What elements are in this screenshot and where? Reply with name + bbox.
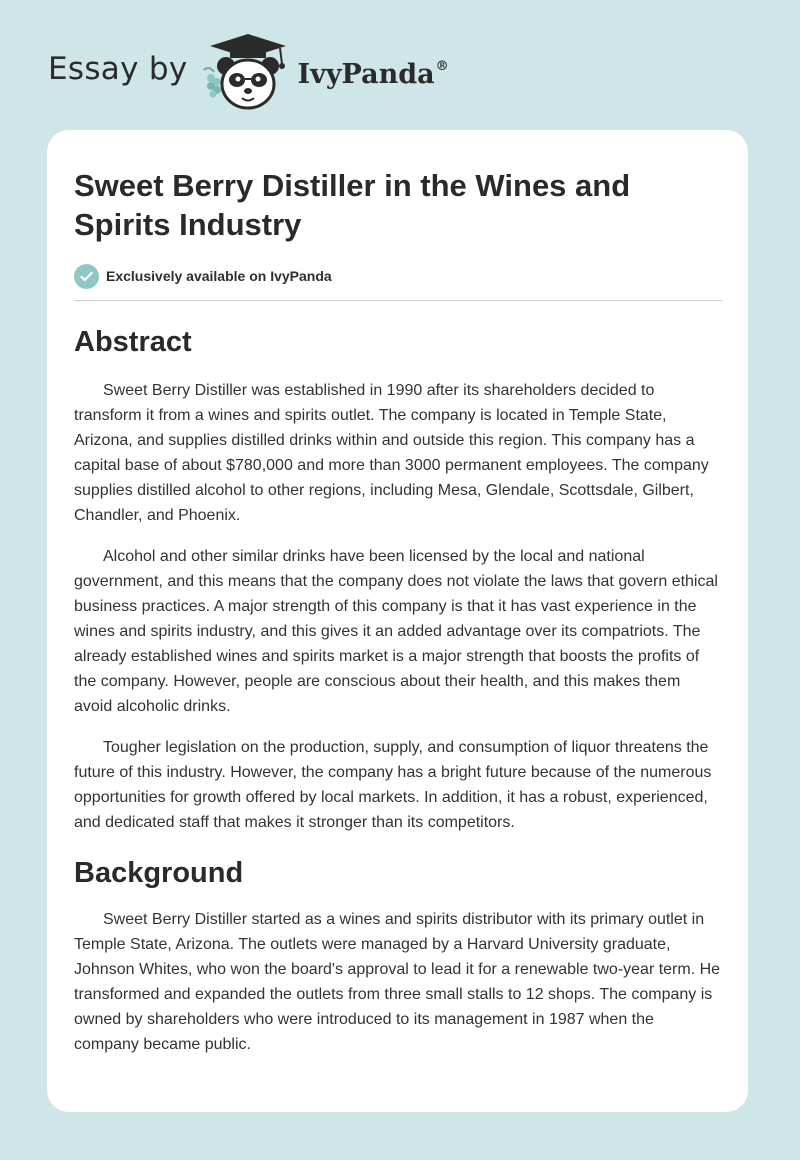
essay-card: [47, 130, 748, 1112]
brand-name[interactable]: [298, 59, 449, 90]
page-title: Sweet Berry Distiller in the Wines and Spirits Industry: [74, 168, 631, 242]
panda-graduate-logo-icon[interactable]: [202, 32, 294, 112]
brand-prefix: Essay by: [48, 51, 188, 87]
site-header: [48, 32, 449, 112]
section-heading: Background: [74, 857, 244, 889]
paragraph: Sweet Berry Distiller started as a wines and spirits distributor with its primary outlet in Temple State, Arizona. The outlets were managed by a Harvard University graduate, Johnson Whites, who won the board's approval to lead it for a renewable two-year term. He transformed and expanded the outlets from three small stalls to 12 shops. The company is owned by shareholders who were introduced to its management in 1987 when the company became public.: [74, 911, 721, 1053]
grape-leaf-icon: [204, 68, 221, 98]
exclusive-text: Exclusively available on IvyPanda: [106, 268, 332, 284]
exclusive-badge: [74, 263, 722, 289]
paragraph: Sweet Berry Distiller was established in 1990 after its shareholders decided to transform it from a wines and spirits outlet. The company is located in Temple State, Arizona, and supplies distilled drinks within and outside this region. This company has a capital base of about $780,000 and more than 3000 permanent employees. The company supplies distilled alcohol to other regions, including Mesa, Glendale, Scottsdale, Gilbert, Chandler, and Phoenix.: [74, 382, 709, 524]
section-abstract: [74, 325, 722, 835]
check-circle-icon: [74, 264, 99, 289]
divider: [74, 300, 722, 301]
brand-name-text: IvyPanda: [297, 58, 435, 90]
paragraph: Tougher legislation on the production, supply, and consumption of liquor threatens the future of this industry. However, the company has a bright future because of the numerous opportunities for growth offered by local markets. In addition, it has a robust, experienced, and dedicated staff that makes it stronger than its competitors.: [74, 739, 712, 831]
section-background: [74, 856, 722, 1057]
section-heading: Abstract: [74, 326, 192, 358]
paragraph: Alcohol and other similar drinks have been licensed by the local and national government, and this means that the company does not violate the laws that govern ethical business practices. A major strength of this company is that it has vast experience in the wines and spirits industry, and this gives it an added advantage over its compatriots. The already established wines and spirits market is a major strength that boosts the profits of the company. However, people are conscious about their health, and this makes them avoid alcoholic drinks.: [74, 548, 718, 715]
registered-mark: ®: [435, 58, 449, 74]
